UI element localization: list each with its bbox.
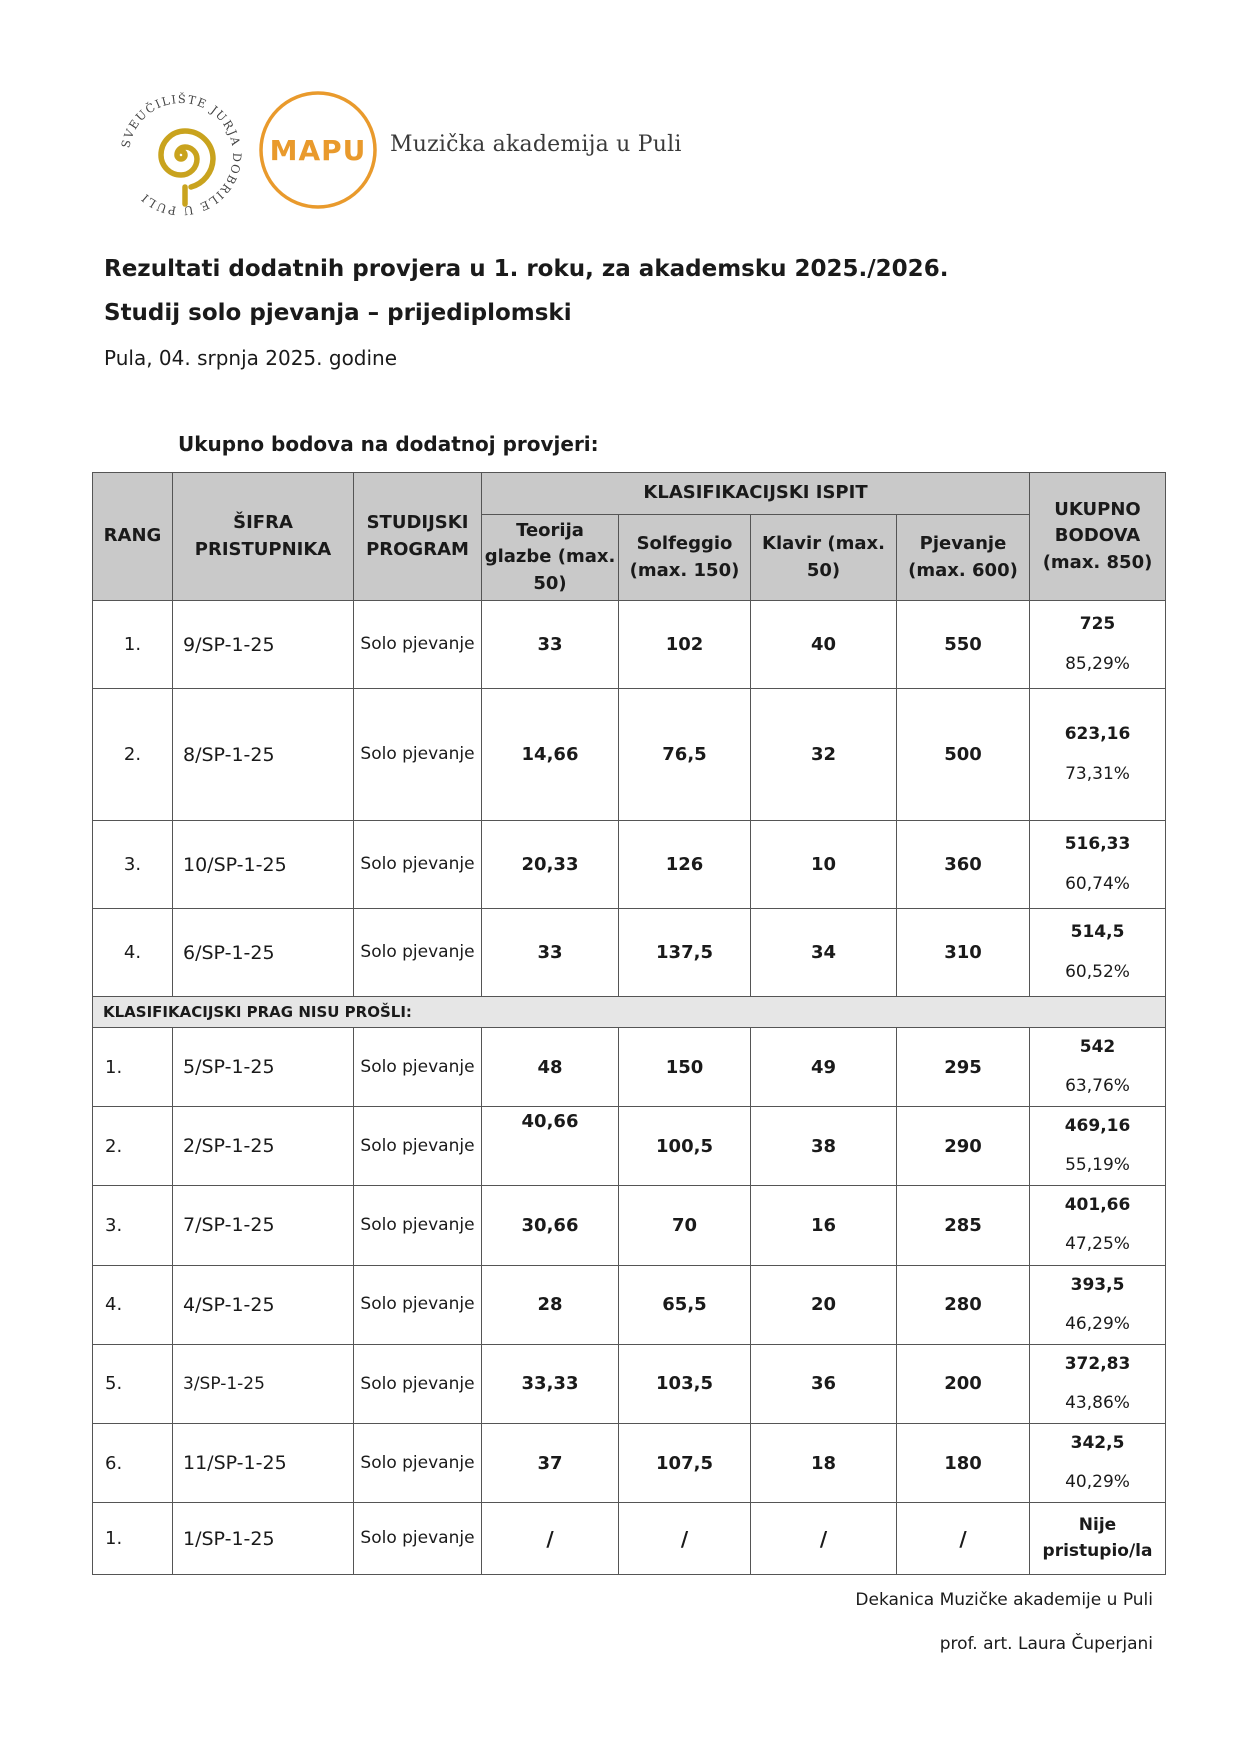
cell-teorija: 20,33 bbox=[482, 821, 619, 909]
table-row bbox=[93, 821, 1166, 909]
cell-sifra: 8/SP-1-25 bbox=[173, 689, 354, 821]
cell-program: Solo pjevanje bbox=[354, 689, 482, 821]
cell-program: Solo pjevanje bbox=[354, 1344, 482, 1423]
cell-pjevanje: / bbox=[897, 1503, 1030, 1575]
table-row bbox=[93, 1107, 1166, 1186]
table-row bbox=[93, 601, 1166, 689]
total-percent: 46,29% bbox=[1065, 1313, 1130, 1334]
total-percent: 47,25% bbox=[1065, 1234, 1130, 1255]
header-solfeggio: Solfeggio (max. 150) bbox=[619, 515, 751, 601]
total-points: 469,16 bbox=[1064, 1116, 1131, 1137]
cell-teorija: 48 bbox=[482, 1028, 619, 1107]
table-row bbox=[93, 1186, 1166, 1265]
cell-teorija: 30,66 bbox=[482, 1186, 619, 1265]
cell-solfeggio: / bbox=[619, 1503, 751, 1575]
cell-ukupno: Nije pristupio/la bbox=[1030, 1503, 1166, 1575]
cell-solfeggio: 102 bbox=[619, 601, 751, 689]
cell-program: Solo pjevanje bbox=[354, 1503, 482, 1575]
total-points: 342,5 bbox=[1070, 1432, 1125, 1453]
total-points: 623,16 bbox=[1064, 724, 1131, 745]
cell-klavir: 32 bbox=[751, 689, 897, 821]
cell-sifra: 1/SP-1-25 bbox=[173, 1503, 354, 1575]
cell-sifra: 2/SP-1-25 bbox=[173, 1107, 354, 1186]
cell-pjevanje: 295 bbox=[897, 1028, 1030, 1107]
signature-title: Dekanica Muzičke akademije u Puli bbox=[855, 1590, 1153, 1610]
cell-ukupno bbox=[1030, 821, 1166, 909]
table-row bbox=[93, 1344, 1166, 1423]
table-row bbox=[93, 689, 1166, 821]
header-rang: RANG bbox=[93, 473, 173, 601]
cell-pjevanje: 360 bbox=[897, 821, 1030, 909]
cell-rang: 5. bbox=[93, 1344, 173, 1423]
cell-program: Solo pjevanje bbox=[354, 1423, 482, 1502]
cell-rang: 2. bbox=[93, 689, 173, 821]
total-points: 514,5 bbox=[1070, 922, 1125, 943]
cell-klavir: 16 bbox=[751, 1186, 897, 1265]
cell-program: Solo pjevanje bbox=[354, 821, 482, 909]
cell-rang: 3. bbox=[93, 821, 173, 909]
table-row bbox=[93, 1423, 1166, 1502]
cell-sifra: 5/SP-1-25 bbox=[173, 1028, 354, 1107]
cell-rang: 1. bbox=[93, 601, 173, 689]
total-points: 401,66 bbox=[1064, 1195, 1131, 1216]
cell-teorija: 28 bbox=[482, 1265, 619, 1344]
total-percent: 63,76% bbox=[1065, 1076, 1130, 1097]
table-row bbox=[93, 1265, 1166, 1344]
cell-klavir: 34 bbox=[751, 909, 897, 997]
total-percent: 60,52% bbox=[1065, 961, 1130, 982]
cell-teorija: 37 bbox=[482, 1423, 619, 1502]
cell-rang: 2. bbox=[93, 1107, 173, 1186]
cell-sifra: 9/SP-1-25 bbox=[173, 601, 354, 689]
cell-solfeggio: 76,5 bbox=[619, 689, 751, 821]
total-percent: 55,19% bbox=[1065, 1155, 1130, 1176]
cell-ukupno bbox=[1030, 1107, 1166, 1186]
cell-rang: 3. bbox=[93, 1186, 173, 1265]
cell-ukupno bbox=[1030, 1423, 1166, 1502]
header-sifra: ŠIFRA PRISTUPNIKA bbox=[173, 473, 354, 601]
cell-pjevanje: 285 bbox=[897, 1186, 1030, 1265]
cell-pjevanje: 280 bbox=[897, 1265, 1030, 1344]
cell-program: Solo pjevanje bbox=[354, 1028, 482, 1107]
cell-teorija: 40,66 bbox=[482, 1107, 619, 1186]
total-percent: 85,29% bbox=[1065, 653, 1130, 674]
total-points: 393,5 bbox=[1070, 1274, 1125, 1295]
cell-teorija: 33,33 bbox=[482, 1344, 619, 1423]
cell-pjevanje: 290 bbox=[897, 1107, 1030, 1186]
total-points: 372,83 bbox=[1064, 1353, 1131, 1374]
cell-rang: 4. bbox=[93, 909, 173, 997]
cell-pjevanje: 310 bbox=[897, 909, 1030, 997]
cell-pjevanje: 200 bbox=[897, 1344, 1030, 1423]
total-points: 542 bbox=[1079, 1037, 1116, 1057]
cell-rang: 1. bbox=[93, 1503, 173, 1575]
header-pjevanje: Pjevanje (max. 600) bbox=[897, 515, 1030, 601]
cell-ukupno bbox=[1030, 1265, 1166, 1344]
cell-ukupno bbox=[1030, 1344, 1166, 1423]
total-percent: 40,29% bbox=[1065, 1472, 1130, 1493]
cell-ukupno bbox=[1030, 1186, 1166, 1265]
cell-solfeggio: 126 bbox=[619, 821, 751, 909]
header-program: STUDIJSKI PROGRAM bbox=[354, 473, 482, 601]
cell-klavir: 18 bbox=[751, 1423, 897, 1502]
cell-solfeggio: 100,5 bbox=[619, 1107, 751, 1186]
cell-pjevanje: 550 bbox=[897, 601, 1030, 689]
cell-solfeggio: 103,5 bbox=[619, 1344, 751, 1423]
header-teorija: Teorija glazbe (max. 50) bbox=[482, 515, 619, 601]
total-percent: 43,86% bbox=[1065, 1392, 1130, 1413]
cell-sifra: 11/SP-1-25 bbox=[173, 1423, 354, 1502]
cell-rang: 1. bbox=[93, 1028, 173, 1107]
cell-sifra: 3/SP-1-25 bbox=[173, 1344, 354, 1423]
cell-sifra: 10/SP-1-25 bbox=[173, 821, 354, 909]
cell-program: Solo pjevanje bbox=[354, 601, 482, 689]
total-points: 516,33 bbox=[1064, 834, 1131, 855]
cell-solfeggio: 70 bbox=[619, 1186, 751, 1265]
document-title: Rezultati dodatnih provjera u 1. roku, za akademsku 2025./2026. bbox=[104, 256, 949, 282]
mapu-logo bbox=[256, 88, 380, 212]
cell-klavir: 36 bbox=[751, 1344, 897, 1423]
cell-klavir: 40 bbox=[751, 601, 897, 689]
total-percent: 73,31% bbox=[1065, 763, 1130, 784]
svg-text:SVEUČILIŠTE JURJA DOBRILE U PU bbox=[118, 92, 244, 218]
threshold-label: KLASIFIKACIJSKI PRAG NISU PROŠLI: bbox=[93, 997, 1166, 1028]
cell-klavir: / bbox=[751, 1503, 897, 1575]
table-caption: Ukupno bodova na dodatnoj provjeri: bbox=[178, 432, 599, 456]
cell-teorija: 33 bbox=[482, 601, 619, 689]
total-percent: 60,74% bbox=[1065, 873, 1130, 894]
table-row bbox=[93, 1028, 1166, 1107]
cell-program: Solo pjevanje bbox=[354, 1107, 482, 1186]
total-points: 725 bbox=[1079, 614, 1116, 635]
cell-teorija: 14,66 bbox=[482, 689, 619, 821]
seal-text: SVEUČILIŠTE JURJA DOBRILE U PULI bbox=[118, 92, 244, 218]
table-row bbox=[93, 1503, 1166, 1575]
cell-solfeggio: 137,5 bbox=[619, 909, 751, 997]
results-table bbox=[92, 472, 1166, 1575]
academy-name: Muzička akademija u Puli bbox=[390, 132, 682, 157]
cell-solfeggio: 150 bbox=[619, 1028, 751, 1107]
document-subtitle: Studij solo pjevanja – prijediplomski bbox=[104, 300, 572, 326]
table-row bbox=[93, 909, 1166, 997]
cell-solfeggio: 65,5 bbox=[619, 1265, 751, 1344]
cell-sifra: 4/SP-1-25 bbox=[173, 1265, 354, 1344]
cell-teorija: 33 bbox=[482, 909, 619, 997]
cell-pjevanje: 500 bbox=[897, 689, 1030, 821]
place-date: Pula, 04. srpnja 2025. godine bbox=[104, 346, 398, 370]
cell-pjevanje: 180 bbox=[897, 1423, 1030, 1502]
cell-sifra: 7/SP-1-25 bbox=[173, 1186, 354, 1265]
cell-ukupno bbox=[1030, 689, 1166, 821]
cell-sifra: 6/SP-1-25 bbox=[173, 909, 354, 997]
signature-name: prof. art. Laura Čuperjani bbox=[939, 1634, 1153, 1654]
cell-rang: 4. bbox=[93, 1265, 173, 1344]
cell-klavir: 20 bbox=[751, 1265, 897, 1344]
cell-program: Solo pjevanje bbox=[354, 909, 482, 997]
cell-klavir: 49 bbox=[751, 1028, 897, 1107]
cell-program: Solo pjevanje bbox=[354, 1186, 482, 1265]
header-klasifikacijski-ispit: KLASIFIKACIJSKI ISPIT bbox=[482, 473, 1030, 515]
cell-ukupno bbox=[1030, 1028, 1166, 1107]
cell-ukupno bbox=[1030, 601, 1166, 689]
header-ukupno: UKUPNO BODOVA (max. 850) bbox=[1030, 473, 1166, 601]
cell-solfeggio: 107,5 bbox=[619, 1423, 751, 1502]
cell-klavir: 38 bbox=[751, 1107, 897, 1186]
header-klavir: Klavir (max. 50) bbox=[751, 515, 897, 601]
mapu-logo-text: MAPU bbox=[269, 134, 367, 167]
cell-program: Solo pjevanje bbox=[354, 1265, 482, 1344]
threshold-row bbox=[93, 997, 1166, 1028]
cell-ukupno bbox=[1030, 909, 1166, 997]
university-seal-logo bbox=[118, 92, 244, 218]
cell-teorija: / bbox=[482, 1503, 619, 1575]
cell-klavir: 10 bbox=[751, 821, 897, 909]
cell-rang: 6. bbox=[93, 1423, 173, 1502]
